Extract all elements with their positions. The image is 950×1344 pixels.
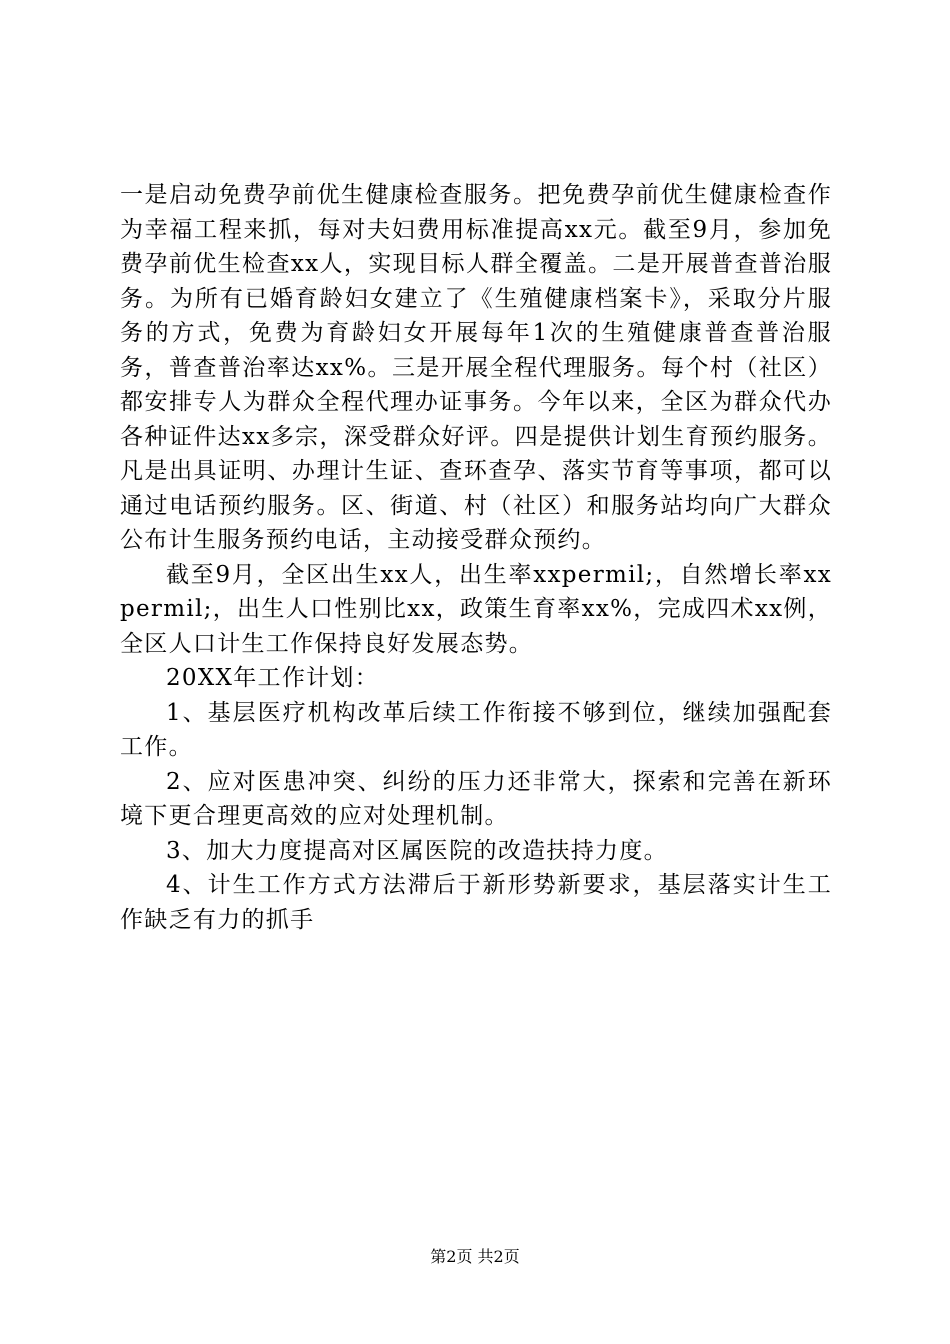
paragraph-plan-item-4: 4、计生工作方式方法滞后于新形势新要求，基层落实计生工作缺乏有力的抓手	[120, 872, 832, 933]
paragraph-plan-item-3: 3、加大力度提高对区属医院的改造扶持力度。	[166, 837, 668, 864]
document-body	[120, 178, 832, 937]
page-footer: 第2页 共2页	[430, 1247, 520, 1266]
paragraph-plan-heading: 20XX年工作计划：	[166, 665, 380, 691]
paragraph-statistics: 截至9月，全区出生xx人，出生率xxpermil;，自然增长率xxpermil;，出生人口性别比xx，政策生育率xx%，完成四术xx例，全区人口计生工作保持良好发展态势。	[120, 561, 832, 657]
paragraph-plan-item-1: 1、基层医疗机构改革后续工作衔接不够到位，继续加强配套工作。	[120, 699, 832, 760]
paragraph-services: 一是启动免费孕前优生健康检查服务。把免费孕前优生健康检查作为幸福工程来抓，每对夫妇费用标准提高xx元。截至9月，参加免费孕前优生检查xx人，实现目标人群全覆盖。二是开展普查普治服务。为所有已婚育龄妇女建立了《生殖健康档案卡》，采取分片服务的方式，免费为育龄妇女开展每年1次的生殖健康普查普治服务，普查普治率达xx%。三是开展全程代理服务。每个村（社区）都安排专人为群众全程代理办证事务。今年以来，全区为群众代办各种证件达xx多宗，深受群众好评。四是提供计划生育预约服务。凡是出具证明、办理计生证、查环查孕、落实节育等事项，都可以通过电话预约服务。区、街道、村（社区）和服务站均向广大群众公布计生服务预约电话，主动接受群众预约。	[120, 182, 832, 553]
paragraph-plan-item-2: 2、应对医患冲突、纠纷的压力还非常大，探索和完善在新环境下更合理更高效的应对处理机制。	[120, 768, 832, 829]
